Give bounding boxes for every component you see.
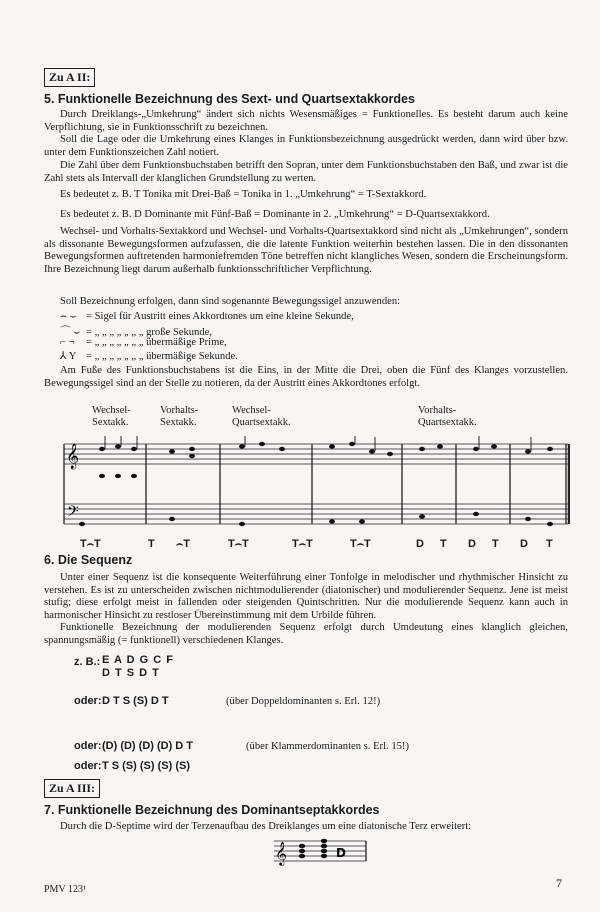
dominant-seventh-staff [272,833,368,869]
music-label-wechsel-sextakk: Wechsel- Sextakk. [92,405,131,428]
paragraph-5-6: Am Fuße des Funktionsbuchstabens ist die Eins, in der Mitte die Drei, oben die Fünf des Klanges vorzustellen. Bewegungssigel sind an der Stelle zu notieren, da der Austritt eines Akkordtones erfolgt. [44,365,568,389]
treble-clef-icon: 𝄞 [275,841,287,865]
section-box-zu-a-iii: Zu A III: [44,779,100,798]
bass-clef-icon: 𝄢 [67,503,79,524]
oder-label-3: oder: [74,760,102,772]
heading-7: 7. Funktionelle Bezeichnung des Dominantseptakkordes [44,803,380,817]
sequence-oder-2: (D) (D) (D) (D) D T [102,740,194,752]
paragraph-5-5: Soll Bezeichnung erfolgen, dann sind sogenannte Bewegungssigel anzuwenden: [60,296,401,307]
paragraph-5-1: Durch Dreiklangs-„Umkehrung“ ändert sich nichts Wesensmäßiges = Funktionelles. Es besteht darum auch keine Verpflichtung, sie in Funktionsschrift zu bezeichnen. [44,109,568,133]
sequence-oder-2-note: (über Klammerdominanten s. Erl. 15!) [246,741,409,752]
sigel-symbol: ⌐ ¬ [60,337,75,348]
example-d-quartsextakkord: Es bedeutet z. B. D Dominante mit Fünf-Baß = Dominante in 2. „Umkehrung“ = D-Quartsextakkord. [60,209,490,220]
heading-6: 6. Die Sequenz [44,553,133,567]
treble-clef-icon: 𝄞 [66,444,80,469]
sigel-list [60,311,560,363]
music-example-staff [62,436,570,540]
page-number: 7 [556,876,562,890]
section-box-zu-a-ii: Zu A II: [44,68,95,87]
paragraph-6-2: Funktionelle Bezeichnung der modulierenden Sequenz erfolgt durch Umdeutung eines klanglich gleichen, spannungsmäßig (= funktionell) verschiedenen Klanges. [44,622,568,646]
example-t-sextakkord: Es bedeutet z. B. T Tonika mit Drei-Baß = Tonika in 1. „Umkehrung“ = T-Sextakkord. [60,189,427,200]
paragraph-5-2: Soll die Lage oder die Umkehrung eines Klanges in Funktionsbezeichnung ausgedrückt werden, dann wird über bzw. unter dem Funktionszeichen Zahl notiert. [44,134,568,158]
sigel-text: = „ „ „ „ „ „ „ übermäßige Prime, [86,337,227,348]
music-label-vorhalts-quartsextakk: Vorhalts- Quartsextakk. [418,405,477,428]
paragraph-5-4: Wechsel- und Vorhalts-Sextakkord und Wechsel- und Vorhalts-Quartsextakkord sind nicht als „Umkehrungen“, sondern als dissonante Bewegungsformen aufzufassen, die die latente Funktion weiterhin bestehen lassen. Die in den dissonanten Bewegungsformen auftretenden harmoniefremden Töne betreffen nicht klangliches Wesen, sondern die Erscheinungsform. Ihre Bezeichnung liegt darum außerhalb funktionsschriftlicher Verpflichtung. [44,226,568,275]
sigel-row [60,350,560,363]
oder-label-2: oder: [74,740,102,752]
music-label-wechsel-quartsextakk: Wechsel- Quartsextakk. [232,405,291,428]
sequence-oder-1: D T S (S) D T [102,695,169,707]
sequence-zb-notes: E A D G C F [102,654,174,666]
sigel-text: = „ „ „ „ „ „ „ übermäßige Sekunde. [86,351,238,362]
sequence-zb-functions: D T S D T [102,667,160,679]
heading-5: 5. Funktionelle Bezeichnung des Sext- und Quartsextakkordes [44,92,415,106]
sequence-oder-3: T S (S) (S) (S) (S) [102,760,190,772]
sigel-text: = Sigel für Austritt eines Akkordtones um eine kleine Sekunde, [86,311,354,322]
sigel-symbol: ⅄ Y [60,351,77,362]
sigel-text: = „ „ „ „ „ „ „ große Sekunde, [86,327,212,338]
sigel-row [60,337,560,350]
sequence-oder-1-note: (über Doppeldominanten s. Erl. 12!) [226,696,381,707]
sigel-row [60,324,560,337]
footer-code: PMV 123¹ [44,884,86,895]
oder-label-1: oder: [74,695,102,707]
dominant-seventh-symbol: D [336,846,346,860]
paragraph-7-1: Durch die D-Septime wird der Terzenaufbau des Dreiklanges um eine diatonische Terz erweitert: [60,821,472,832]
paragraph-5-3: Die Zahl über dem Funktionsbuchstaben betrifft den Sopran, unter dem Funktionsbuchstaben den Baß, und zwar ist die Zahl stets als Intervall der klanglichen Grundstellung zu werten. [44,160,568,184]
music-label-vorhalts-sextakk: Vorhalts- Sextakk. [160,405,199,428]
sigel-symbol: ⌢ ⌣ [60,311,77,322]
sequence-zb-label: z. B.: [74,656,101,668]
sigel-row [60,311,560,324]
paragraph-6-1: Unter einer Sequenz ist die konsequente Weiterführung einer Tonfolge in melodischer und rhythmischer Hinsicht zu verstehen. Es ist zu unterscheiden zwischen nichtmodulierender (diatonischer) und modulierender Sequenz. Jene ist meist stufig; diese erfolgt meist in fallenden oder steigenden Quintschritten. Nur die modulierende Sequenz kann auch in harmonischer Hinsicht zu restloser Übereinstimmung mit dem Urbilde führen. [44,572,568,621]
sigel-symbol: ⌒ ⌣ [60,327,81,338]
